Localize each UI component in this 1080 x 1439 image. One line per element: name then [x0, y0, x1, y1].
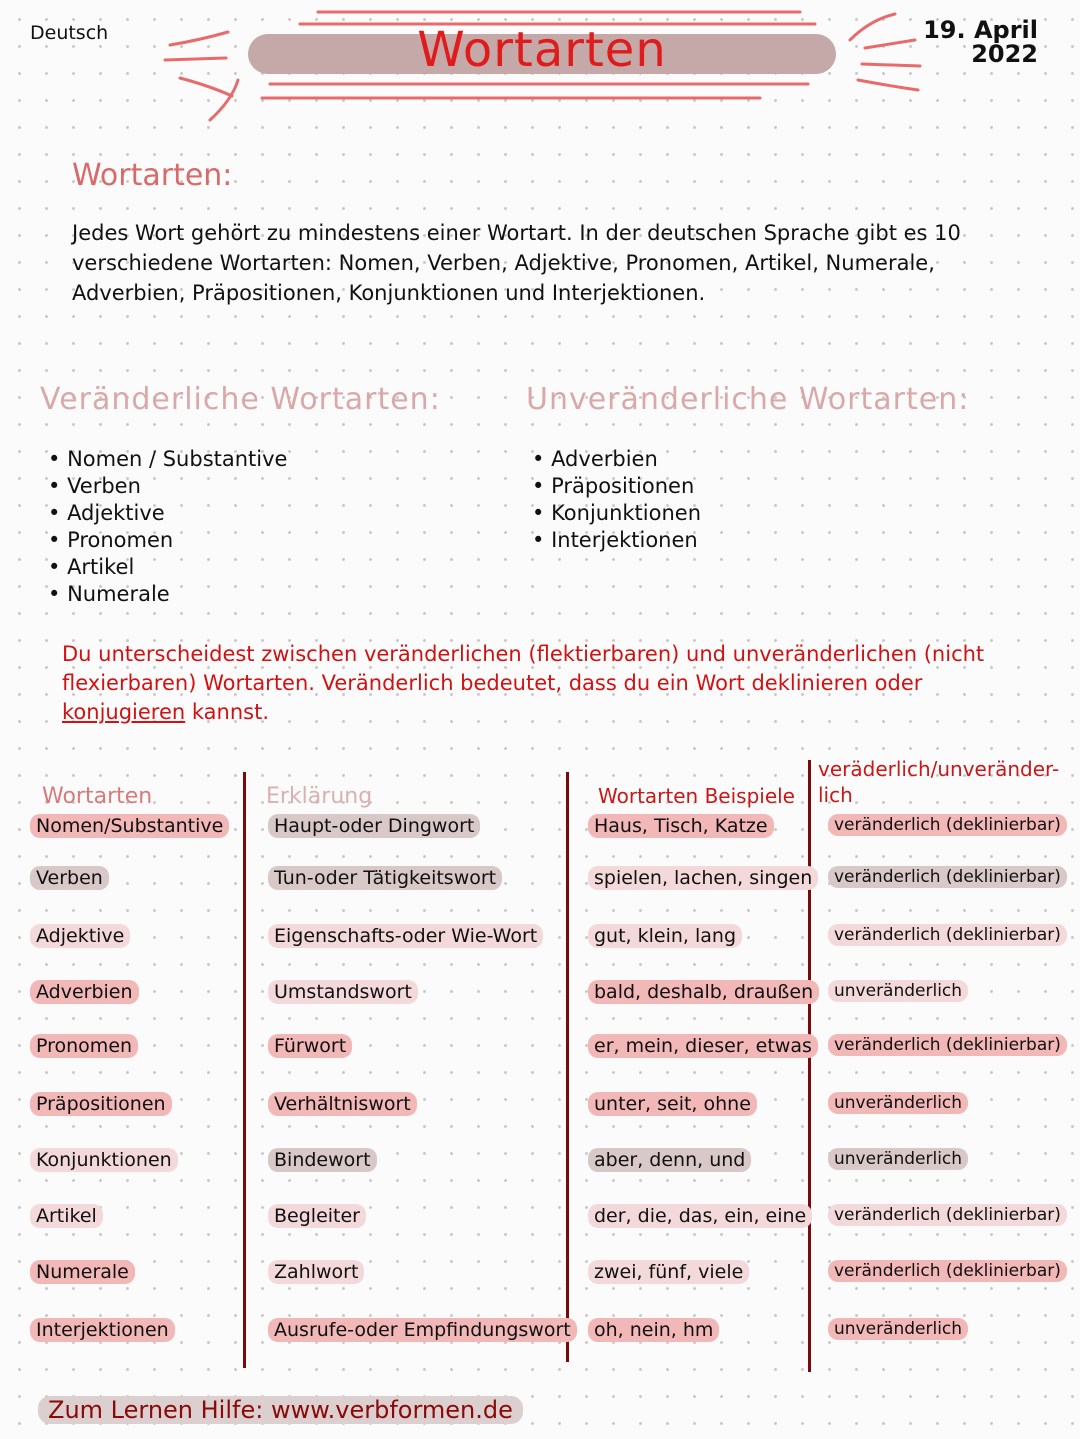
cell-beispiele: bald, deshalb, draußen: [588, 980, 819, 1004]
cell-veraenderlich: veränderlich (deklinierbar): [828, 1034, 1067, 1056]
cell-beispiele: zwei, fünf, viele: [588, 1260, 749, 1284]
cell-erklaerung: Fürwort: [268, 1034, 352, 1058]
cell-wortart: Artikel: [30, 1204, 103, 1228]
cell-wortart: Adjektive: [30, 924, 130, 948]
cell-erklaerung: Zahlwort: [268, 1260, 364, 1284]
column-divider: [808, 760, 811, 1372]
list-item: • Artikel: [48, 554, 287, 581]
list-item: • Konjunktionen: [532, 500, 701, 527]
cell-veraenderlich: unveränderlich: [828, 980, 968, 1002]
cell-beispiele: er, mein, dieser, etwas: [588, 1034, 818, 1058]
cell-wortart: Adverbien: [30, 980, 139, 1004]
intro-heading: Wortarten:: [72, 158, 233, 193]
cell-beispiele: Haus, Tisch, Katze: [588, 814, 774, 838]
cell-wortart: Konjunktionen: [30, 1148, 178, 1172]
footer-hint: Zum Lernen Hilfe: www.verbformen.de: [38, 1396, 523, 1424]
list-item: • Präpositionen: [532, 473, 701, 500]
cell-wortart: Pronomen: [30, 1034, 138, 1058]
cell-beispiele: spielen, lachen, singen: [588, 866, 818, 890]
cell-beispiele: oh, nein, hm: [588, 1318, 719, 1342]
cell-wortart: Verben: [30, 866, 109, 890]
date-line-1: 19. April: [923, 16, 1038, 44]
cell-beispiele: der, die, das, ein, eine: [588, 1204, 812, 1228]
cell-veraenderlich: veränderlich (deklinierbar): [828, 1204, 1067, 1226]
cell-erklaerung: Haupt-oder Dingwort: [268, 814, 480, 838]
list-item: • Adverbien: [532, 446, 701, 473]
table-header-veraenderlich: [818, 756, 1059, 808]
column-divider: [243, 772, 246, 1368]
cell-wortart: Interjektionen: [30, 1318, 175, 1342]
cell-wortart: Numerale: [30, 1260, 135, 1284]
intro-text: Jedes Wort gehört zu mindestens einer Wortart. In der deutschen Sprache gibt es 10 verschiedene Wortarten: Nomen, Verben, Adjektive, Pronomen, Artikel, Numerale, Adverbien, Präpositionen, Konjunktionen und Interjektionen.: [72, 221, 961, 305]
note-text: Du unterscheidest zwischen veränderlichen (flektierbaren) und unveränderlichen (nicht flexierbaren) Wortarten. Veränderlich bedeutet, dass du ein Wort deklinieren oder: [62, 642, 985, 695]
table-header-line-1: veräderlich/unveränder-: [818, 757, 1060, 781]
page-title: Wortarten: [417, 22, 667, 78]
cell-erklaerung: Ausrufe-oder Empfindungswort: [268, 1318, 577, 1342]
list-item: • Nomen / Substantive: [48, 446, 287, 473]
cell-erklaerung: Begleiter: [268, 1204, 366, 1228]
cell-erklaerung: Eigenschafts-oder Wie-Wort: [268, 924, 543, 948]
table-header-erklaerung: Erklärung: [266, 784, 373, 809]
cell-beispiele: gut, klein, lang: [588, 924, 742, 948]
cell-veraenderlich: veränderlich (deklinierbar): [828, 866, 1067, 888]
date-line-2: 2022: [971, 40, 1038, 68]
cell-veraenderlich: unveränderlich: [828, 1092, 968, 1114]
note-underlined-word: konjugieren: [62, 700, 186, 724]
cell-wortart: Nomen/Substantive: [30, 814, 229, 838]
date: [923, 18, 1038, 66]
cell-veraenderlich: veränderlich (deklinierbar): [828, 814, 1067, 836]
cell-erklaerung: Tun-oder Tätigkeitswort: [268, 866, 502, 890]
cell-veraenderlich: unveränderlich: [828, 1318, 968, 1340]
cell-wortart: Präpositionen: [30, 1092, 172, 1116]
cell-beispiele: unter, seit, ohne: [588, 1092, 757, 1116]
list-item: • Verben: [48, 473, 287, 500]
list-item: • Adjektive: [48, 500, 287, 527]
note-paragraph: [62, 640, 1052, 727]
subject-label: Deutsch: [30, 22, 109, 44]
note-end: kannst.: [185, 700, 270, 724]
cell-veraenderlich: veränderlich (deklinierbar): [828, 1260, 1067, 1282]
table-header-beispiele: Wortarten Beispiele: [598, 784, 795, 808]
variable-heading: Veränderliche Wortarten:: [40, 382, 441, 417]
invariable-heading: Unveränderliche Wortarten:: [526, 382, 970, 417]
list-item: • Numerale: [48, 581, 287, 608]
cell-erklaerung: Umstandswort: [268, 980, 418, 1004]
cell-veraenderlich: veränderlich (deklinierbar): [828, 924, 1067, 946]
table-header-line-2: lich: [818, 783, 853, 807]
cell-beispiele: aber, denn, und: [588, 1148, 751, 1172]
list-item: • Pronomen: [48, 527, 287, 554]
variable-list: [48, 446, 287, 608]
cell-erklaerung: Verhältniswort: [268, 1092, 417, 1116]
list-item: • Interjektionen: [532, 527, 701, 554]
cell-veraenderlich: unveränderlich: [828, 1148, 968, 1170]
column-divider: [566, 772, 569, 1362]
invariable-list: [532, 446, 701, 554]
cell-erklaerung: Bindewort: [268, 1148, 377, 1172]
table-header-wortarten: Wortarten: [42, 784, 153, 809]
